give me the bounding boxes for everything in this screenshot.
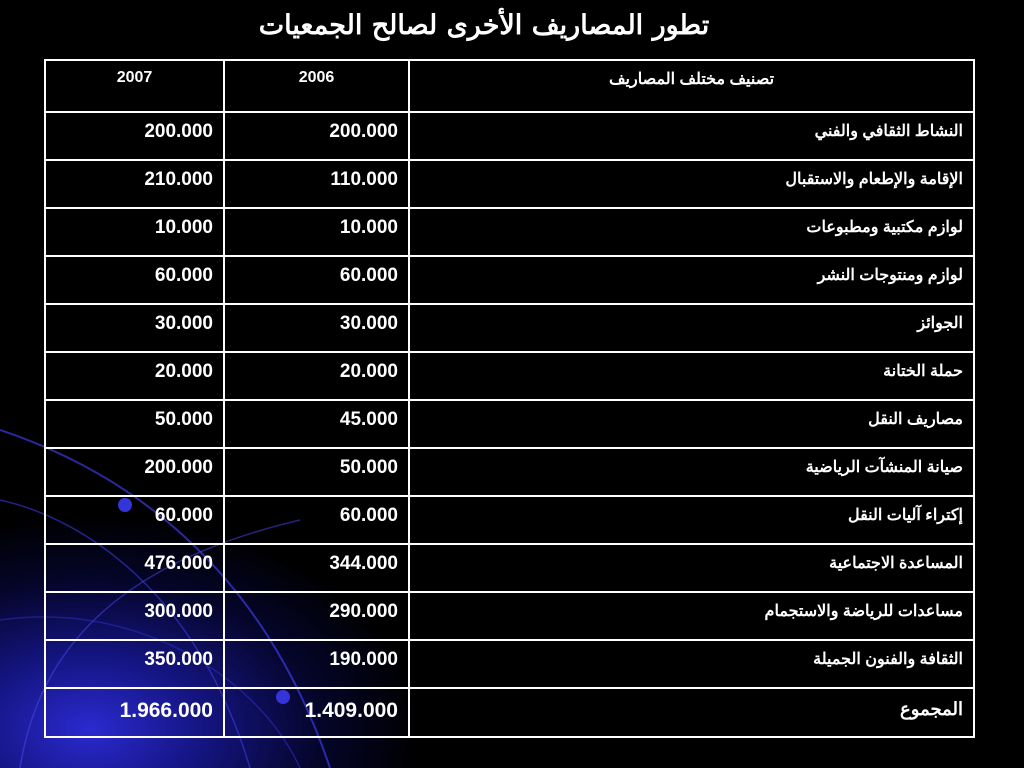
cell-2007: 60.000 <box>45 496 224 544</box>
cell-category: إكتراء آليات النقل <box>409 496 974 544</box>
cell-category: مساعدات للرياضة والاستجمام <box>409 592 974 640</box>
cell-category: مصاريف النقل <box>409 400 974 448</box>
table-row <box>45 304 974 352</box>
table-row <box>45 544 974 592</box>
cell-2006: 344.000 <box>224 544 409 592</box>
cell-2006: 20.000 <box>224 352 409 400</box>
cell-category: الجوائز <box>409 304 974 352</box>
cell-category: النشاط الثقافي والفني <box>409 112 974 160</box>
cell-2006: 290.000 <box>224 592 409 640</box>
cell-2007: 476.000 <box>45 544 224 592</box>
cell-2007: 300.000 <box>45 592 224 640</box>
cell-2006: 60.000 <box>224 496 409 544</box>
cell-category: الإقامة والإطعام والاستقبال <box>409 160 974 208</box>
cell-2006: 190.000 <box>224 640 409 688</box>
cell-2006: 45.000 <box>224 400 409 448</box>
page-title: تطور المصاريف الأخرى لصالح الجمعيات <box>258 10 710 41</box>
cell-2007: 10.000 <box>45 208 224 256</box>
table-row <box>45 256 974 304</box>
cell-category: الثقافة والفنون الجميلة <box>409 640 974 688</box>
cell-2007: 350.000 <box>45 640 224 688</box>
table-row <box>45 112 974 160</box>
total-2006: 1.409.000 <box>224 688 409 737</box>
cell-category: صيانة المنشآت الرياضية <box>409 448 974 496</box>
cell-2006: 50.000 <box>224 448 409 496</box>
table-row <box>45 496 974 544</box>
table-header-row <box>45 60 974 112</box>
cell-category: لوازم مكتبية ومطبوعات <box>409 208 974 256</box>
cell-2007: 200.000 <box>45 448 224 496</box>
cell-category: لوازم ومنتوجات النشر <box>409 256 974 304</box>
cell-2007: 210.000 <box>45 160 224 208</box>
table-row <box>45 352 974 400</box>
cell-category: حملة الختانة <box>409 352 974 400</box>
table-row <box>45 400 974 448</box>
header-category: تصنيف مختلف المصاريف <box>409 60 974 112</box>
table-row <box>45 208 974 256</box>
cell-2007: 200.000 <box>45 112 224 160</box>
cell-category: المساعدة الاجتماعية <box>409 544 974 592</box>
cell-2007: 30.000 <box>45 304 224 352</box>
cell-2006: 60.000 <box>224 256 409 304</box>
cell-2007: 20.000 <box>45 352 224 400</box>
cell-2006: 30.000 <box>224 304 409 352</box>
total-2007: 1.966.000 <box>45 688 224 737</box>
table-row <box>45 160 974 208</box>
cell-2007: 60.000 <box>45 256 224 304</box>
table-total-row <box>45 688 974 737</box>
expenses-table <box>44 59 975 738</box>
total-label: المجموع <box>409 688 974 737</box>
header-2007: 2007 <box>45 60 224 112</box>
header-2006: 2006 <box>224 60 409 112</box>
table-row <box>45 448 974 496</box>
table-row <box>45 640 974 688</box>
cell-2006: 200.000 <box>224 112 409 160</box>
cell-2007: 50.000 <box>45 400 224 448</box>
cell-2006: 10.000 <box>224 208 409 256</box>
table-row <box>45 592 974 640</box>
cell-2006: 110.000 <box>224 160 409 208</box>
